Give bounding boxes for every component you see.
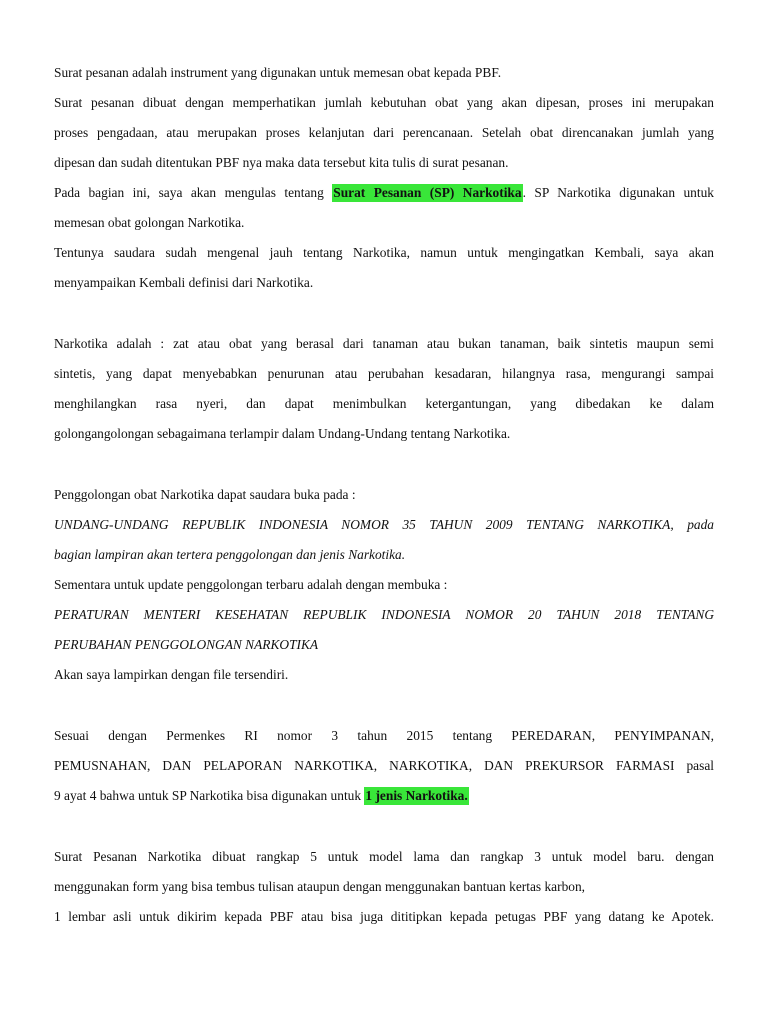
text-run: Pada bagian ini, saya akan mengulas tentang [54, 185, 333, 200]
paragraph-line: 1 lembar asli untuk dikirim kepada PBF atau bisa juga dititipkan kepada petugas PBF yang datang ke Apotek. [54, 909, 714, 924]
paragraph-gap [54, 449, 714, 480]
paragraph-line: menyampaikan Kembali definisi dari Narkotika. [54, 275, 314, 290]
paragraph-line: PEMUSNAHAN, DAN PELAPORAN NARKOTIKA, NARKOTIKA, DAN PREKURSOR FARMASI pasal [54, 758, 714, 773]
document-body [54, 58, 714, 932]
paragraph-line: Surat pesanan adalah instrument yang digunakan untuk memesan obat kepada PBF. [54, 65, 502, 80]
paragraph-line: memesan obat golongan Narkotika. [54, 215, 245, 230]
highlighted-term: Surat Pesanan (SP) Narkotika [333, 185, 522, 200]
paragraph-line: menggunakan form yang bisa tembus tulisan ataupun dengan menggunakan bantuan kertas karbon, [54, 879, 586, 894]
paragraph-line: proses pengadaan, atau merupakan proses kelanjutan dari perencanaan. Setelah obat direncanakan jumlah yang [54, 125, 714, 140]
paragraph-gap [54, 298, 714, 329]
paragraph-line: Surat pesanan dibuat dengan memperhatikan jumlah kebutuhan obat yang akan dipesan, proses ini merupakan [54, 95, 714, 110]
text-run: . SP Narkotika digunakan untuk [522, 185, 714, 200]
regulation-reference: PERUBAHAN PENGGOLONGAN NARKOTIKA [54, 637, 319, 652]
paragraph-line [54, 781, 714, 811]
text-run: 9 ayat 4 bahwa untuk SP Narkotika bisa digunakan untuk [54, 788, 365, 803]
paragraph-line: Akan saya lampirkan dengan file tersendiri. [54, 667, 289, 682]
paragraph-line: Penggolongan obat Narkotika dapat saudara buka pada : [54, 487, 356, 502]
paragraph-line: Narkotika adalah : zat atau obat yang berasal dari tanaman atau bukan tanaman, baik sintetis maupun semi [54, 336, 714, 351]
paragraph-line: Sementara untuk update penggolongan terbaru adalah dengan membuka : [54, 577, 448, 592]
paragraph-line [54, 178, 714, 208]
paragraph-line: dipesan dan sudah ditentukan PBF nya maka data tersebut kita tulis di surat pesanan. [54, 155, 509, 170]
law-reference: bagian lampiran akan tertera penggolongan dan jenis Narkotika. [54, 547, 406, 562]
paragraph-line: golongangolongan sebagaimana terlampir dalam Undang-Undang tentang Narkotika. [54, 426, 511, 441]
paragraph-line: menghilangkan rasa nyeri, dan dapat menimbulkan ketergantungan, yang dibedakan ke dalam [54, 396, 714, 411]
paragraph-gap [54, 811, 714, 842]
paragraph-line: Surat Pesanan Narkotika dibuat rangkap 5 untuk model lama dan rangkap 3 untuk model baru. dengan [54, 849, 714, 864]
highlighted-term: 1 jenis Narkotika. [365, 788, 468, 803]
paragraph-line: Tentunya saudara sudah mengenal jauh tentang Narkotika, namun untuk mengingatkan Kembali, saya akan [54, 245, 714, 260]
law-reference: UNDANG-UNDANG REPUBLIK INDONESIA NOMOR 35 TAHUN 2009 TENTANG NARKOTIKA, pada [54, 517, 714, 532]
paragraph-line: sintetis, yang dapat menyebabkan penurunan atau perubahan kesadaran, hilangnya rasa, mengurangi sampai [54, 366, 714, 381]
paragraph-gap [54, 690, 714, 721]
regulation-reference: PERATURAN MENTERI KESEHATAN REPUBLIK INDONESIA NOMOR 20 TAHUN 2018 TENTANG [54, 607, 714, 622]
paragraph-line: Sesuai dengan Permenkes RI nomor 3 tahun 2015 tentang PEREDARAN, PENYIMPANAN, [54, 728, 714, 743]
